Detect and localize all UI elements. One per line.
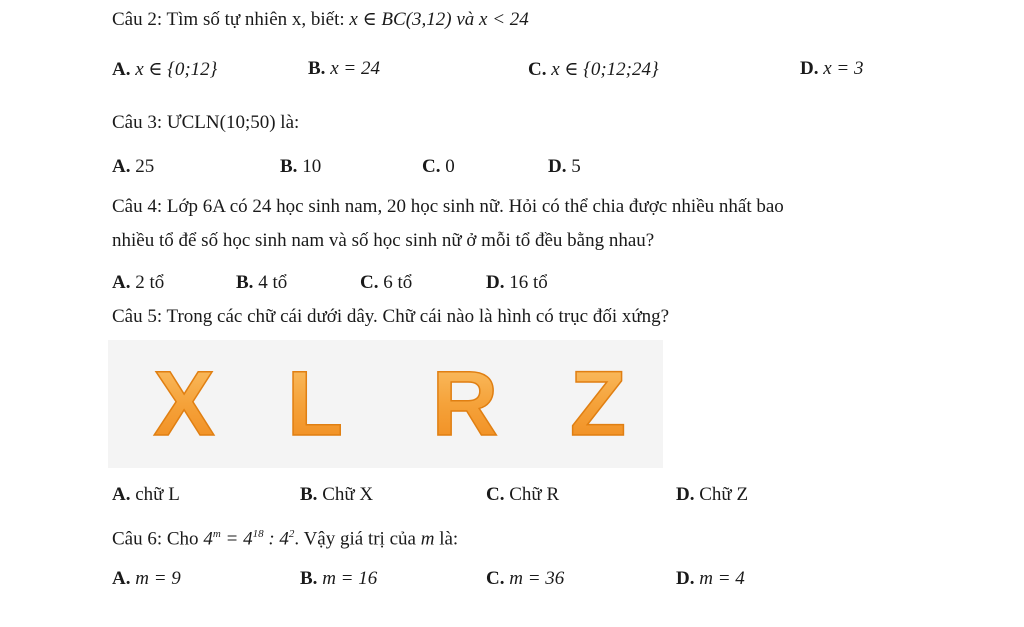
q4-option-d[interactable] (486, 272, 548, 294)
option-letter: B. (300, 484, 318, 505)
q6-exp-m: m (212, 528, 221, 540)
option-letter: C. (360, 272, 379, 293)
question-6-text (112, 528, 458, 550)
q3-option-a[interactable] (112, 156, 154, 178)
q3-option-c[interactable] (422, 156, 455, 178)
option-text: m = 36 (504, 568, 565, 589)
q4-option-b[interactable] (236, 272, 287, 294)
q4-option-a[interactable] (112, 272, 164, 294)
option-text: x ∈ {0;12} (130, 59, 218, 80)
option-letter: C. (486, 484, 505, 505)
option-text: 10 (297, 156, 322, 177)
q3-option-b[interactable] (280, 156, 321, 178)
q6-eq: = 4 (220, 528, 253, 550)
option-text: m = 9 (130, 568, 181, 589)
option-text: x = 3 (818, 58, 864, 79)
option-letter: D. (676, 568, 695, 589)
q2-math2: x < 24 (479, 9, 529, 30)
option-text: m = 16 (317, 568, 378, 589)
option-letter: A. (112, 59, 131, 80)
option-letter: C. (422, 156, 441, 177)
option-letter: B. (308, 58, 326, 79)
option-text: m = 4 (694, 568, 745, 589)
q6-colon: : 4 (263, 528, 289, 550)
option-text: Chữ X (317, 484, 374, 505)
option-letter: A. (112, 156, 131, 177)
q6-option-c[interactable] (486, 568, 564, 590)
question-2-text (112, 8, 529, 31)
q3-option-d[interactable] (548, 156, 581, 178)
option-text: 5 (566, 156, 581, 177)
q2-and: và (451, 9, 480, 30)
question-3-text: Câu 3: ƯCLN(10;50) là: (112, 112, 300, 133)
q2-option-d[interactable] (800, 58, 864, 80)
q6-base: 4 (203, 528, 213, 550)
q6-option-d[interactable] (676, 568, 745, 590)
option-letter: C. (528, 59, 547, 80)
q2-option-b[interactable] (308, 58, 380, 80)
option-letter: A. (112, 568, 131, 589)
option-letter: B. (236, 272, 254, 293)
q2-option-c[interactable] (528, 58, 659, 81)
q6-suffix: . Vậy giá trị của (294, 528, 421, 550)
q5-option-a[interactable] (112, 484, 180, 506)
letters-image (108, 340, 663, 468)
option-text: x = 24 (325, 58, 380, 79)
letter-r: R (431, 353, 499, 455)
question-4-line2: nhiều tổ để số học sinh nam và số học sinh nữ ở mỗi tổ đều bằng nhau? (112, 230, 655, 251)
letter-z: Z (569, 353, 627, 455)
option-letter: D. (800, 58, 819, 79)
option-letter: D. (548, 156, 567, 177)
option-text: 4 tổ (253, 272, 288, 293)
q4-option-c[interactable] (360, 272, 412, 294)
letter-x: X (153, 353, 215, 455)
q6-m: m (420, 528, 435, 550)
option-letter: D. (676, 484, 695, 505)
option-text: Chữ Z (694, 484, 749, 505)
q6-end: là: (434, 528, 459, 550)
q5-option-c[interactable] (486, 484, 559, 506)
q6-prefix: Câu 6: Cho (112, 528, 204, 550)
q2-option-a[interactable] (112, 58, 217, 81)
q6-exp18: 18 (252, 528, 264, 540)
option-text: 6 tổ (378, 272, 413, 293)
option-text: 16 tổ (504, 272, 548, 293)
option-letter: D. (486, 272, 505, 293)
option-letter: A. (112, 484, 131, 505)
option-text: 2 tổ (130, 272, 165, 293)
q2-math: x ∈ BC(3,12) (349, 9, 452, 30)
option-text: 0 (440, 156, 455, 177)
q6-option-a[interactable] (112, 568, 181, 590)
option-letter: B. (300, 568, 318, 589)
option-letter: B. (280, 156, 298, 177)
q6-option-b[interactable] (300, 568, 377, 590)
letters-svg (108, 340, 663, 468)
q2-prompt: Câu 2: Tìm số tự nhiên x, biết: (112, 9, 350, 30)
option-text: x ∈ {0;12;24} (546, 59, 659, 80)
option-text: chữ L (130, 484, 180, 505)
option-letter: A. (112, 272, 131, 293)
q6-exp2: 2 (288, 528, 295, 540)
option-text: 25 (130, 156, 155, 177)
q5-option-d[interactable] (676, 484, 748, 506)
option-letter: C. (486, 568, 505, 589)
letter-l: L (286, 353, 344, 455)
question-4-line1: Câu 4: Lớp 6A có 24 học sinh nam, 20 học sinh nữ. Hỏi có thể chia được nhiều nhất bao (112, 196, 784, 217)
question-5-text: Câu 5: Trong các chữ cái dưới dây. Chữ cái nào là hình có trục đối xứng? (112, 306, 670, 327)
q5-option-b[interactable] (300, 484, 373, 506)
option-text: Chữ R (504, 484, 560, 505)
